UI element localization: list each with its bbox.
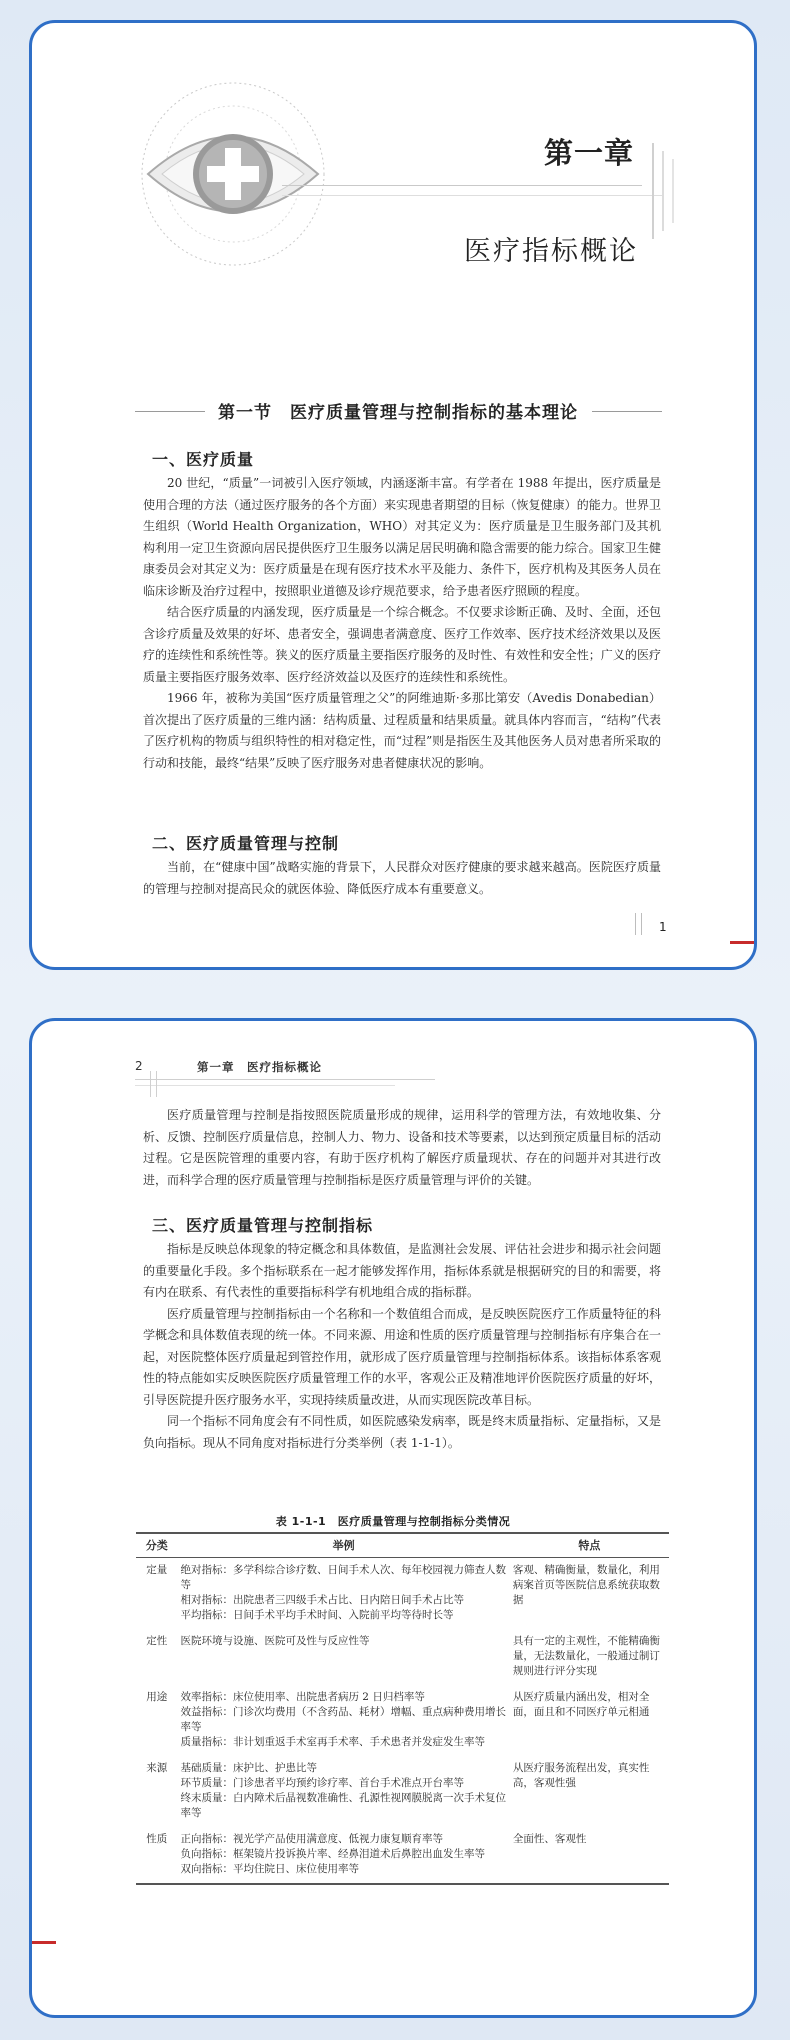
table-caption: 表 1-1-1 医疗质量管理与控制指标分类情况	[275, 1515, 511, 1528]
column-header: 举例	[177, 1533, 509, 1558]
example-line: 绝对指标：多学科综合诊疗数、日间手术人次、每年校园视力筛查人数等	[180, 1564, 506, 1591]
table-row	[136, 1629, 669, 1685]
page-number: 1	[659, 920, 667, 934]
section-title: 第一节 医疗质量管理与控制指标的基本理论	[218, 403, 578, 423]
column-header: 特点	[510, 1533, 669, 1558]
heading-quality-control: 二、医疗质量管理与控制	[152, 834, 340, 853]
section-rule-right	[592, 411, 662, 412]
chapter-title: 医疗指标概论	[464, 236, 638, 267]
table-cell-examples	[177, 1629, 509, 1685]
table-cell-category: 定量	[146, 1564, 168, 1576]
example-line: 相对指标：出院患者三四级手术占比、日内陪日间手术占比等	[180, 1594, 464, 1606]
example-line: 效率指标：床位使用率、出院患者病历 2 日归档率等	[180, 1691, 425, 1703]
eye-cross-icon	[140, 81, 326, 267]
book-page-1	[29, 20, 757, 970]
table-cell-features: 从医疗质量内涵出发，相对全面，面且和不同医疗单元相通	[512, 1691, 650, 1718]
table-cell-category: 性质	[136, 1827, 177, 1884]
table-row	[136, 1685, 669, 1756]
table-cell-features: 全面性、客观性	[510, 1827, 669, 1884]
table-cell-features: 从医疗服务流程出发，真实性高，客观性强	[512, 1762, 650, 1789]
table-row	[136, 1827, 669, 1884]
table-row	[136, 1756, 669, 1827]
body-block-4	[143, 1239, 661, 1454]
example-line: 效益指标：门诊次均费用（不含药品、耗材）增幅、重点病种费用增长率等	[180, 1706, 506, 1733]
paragraph: 20 世纪，“质量”一词被引入医疗领域，内涵逐渐丰富。有学者在 1988 年提出，医疗质量是使用合理的方法（通过医疗服务的各个方面）来实现患者期望的目标（恢复健康）的能力。世界卫生组织（World Health Organization，WHO）对其定义为：医疗质量是卫生服务部门及其机构利用一定卫生资源向居民提供医疗卫生服务以满足居民明确和隐含需要的能力综合。国家卫生健康委员会对其定义为：医疗质量是在现有医疗技术水平及能力、条件下，医疗机构及其医务人员在临床诊断及治疗过程中，按照职业道德及诊疗规范要求，给予患者医疗照顾的程度。	[143, 476, 661, 598]
paragraph: 医疗质量管理与控制指标由一个名称和一个数值组合而成，是反映医院医疗工作质量特征的科学概念和具体数值表现的统一体。不同来源、用途和性质的医疗质量管理与控制指标有序集合在一起，对医院整体医疗质量起到管控作用，就形成了医疗质量管理与控制指标体系。该指标体系客观性的特点能如实反映医院医疗质量管理工作的水平，客观公正及精准地评价医院医疗质量的好坏，引导医院提升医疗服务水平，实现持续质量改进，从而实现医院改革目标。	[143, 1306, 661, 1407]
table-row	[136, 1558, 669, 1630]
paragraph: 同一个指标不同角度会有不同性质，如医院感染发病率，既是终末质量指标、定量指标，又是负向指标。现从不同角度对指标进行分类举例（表 1-1-1）。	[143, 1414, 661, 1450]
paragraph: 医疗质量管理与控制是指按照医院质量形成的规律，运用科学的管理方法，有效地收集、分析、反馈、控制医疗质量信息，控制人力、物力、设备和技术等要素，以达到预定质量目标的活动过程。它是医院管理的重要内容，有助于医疗机构了解医疗质量现状、存在的问题并对其进行改进，而科学合理的医疗质量管理与控制指标是医疗质量管理与评价的关键。	[143, 1108, 661, 1187]
paragraph: 当前，在“健康中国”战略实施的背景下，人民群众对医疗健康的要求越来越高。医院医疗质量的管理与控制对提高民众的就医体验、降低医疗成本有重要意义。	[143, 860, 661, 896]
table-cell-examples	[177, 1685, 509, 1756]
table-cell-features: 具有一定的主观性，不能精确衡量，无法数量化，一般通过制订规则进行评分实现	[512, 1635, 660, 1677]
example-line: 负向指标：框架镜片投诉换片率、经鼻泪道术后鼻腔出血发生率等	[180, 1848, 485, 1860]
table-cell-category: 来源	[146, 1762, 168, 1774]
section-rule-left	[135, 411, 205, 412]
table-cell-features: 客观、精确衡量，数量化，利用病案首页等医院信息系统获取数据	[512, 1564, 660, 1606]
indicator-classification-table	[136, 1532, 669, 1885]
heading-quality-indicators: 三、医疗质量管理与控制指标	[152, 1216, 374, 1235]
example-line: 终末质量：白内障术后晶视数准确性、孔源性视网膜脱离一次手术复位率等	[180, 1792, 506, 1819]
example-line: 质量指标：非计划重返手术室再手术率、手术患者并发症发生率等	[180, 1736, 485, 1748]
heading-medical-quality: 一、医疗质量	[152, 450, 255, 469]
chapter-number: 第一章	[544, 136, 635, 170]
body-block-3	[143, 1105, 661, 1191]
example-line: 双向指标：平均住院日、床位使用率等	[180, 1863, 359, 1875]
table-cell-examples	[177, 1558, 509, 1630]
running-header-title: 第一章 医疗指标概论	[197, 1060, 322, 1074]
book-page-2	[29, 1018, 757, 2018]
page-number: 2	[135, 1059, 143, 1073]
example-line: 基础质量：床护比、护患比等	[180, 1762, 317, 1774]
paragraph: 结合医疗质量的内涵发现，医疗质量是一个综合概念。不仅要求诊断正确、及时、全面，还包含诊疗质量及效果的好坏、患者安全，强调患者满意度、医疗工作效率、医疗技术经济效果以及医疗的连续性和系统性等。狭义的医疗质量主要指医疗服务的及时性、有效性和安全性；广义的医疗质量主要指医疗服务效率、医疗经济效益以及医疗的连续性和系统性。	[143, 605, 661, 684]
example-line: 平均指标：日间手术平均手术时间、入院前平均等待时长等	[180, 1609, 454, 1621]
column-header: 分类	[136, 1533, 177, 1558]
table-header-row	[136, 1533, 669, 1558]
table-cell-category: 定性	[146, 1635, 168, 1647]
paragraph: 指标是反映总体现象的特定概念和具体数值，是监测社会发展、评估社会进步和揭示社会问题的重要量化手段。多个指标联系在一起才能够发挥作用，指标体系就是根据研究的目的和需要，将有内在联系、有代表性的重要指标科学有机地组合成的指标群。	[143, 1242, 661, 1299]
body-block-2	[143, 857, 661, 900]
page-edge-marker	[32, 1941, 56, 1944]
example-line: 环节质量：门诊患者平均预约诊疗率、首台手术准点开台率等	[180, 1777, 464, 1789]
table-cell-examples	[177, 1756, 509, 1827]
example-line: 正向指标：视光学产品使用满意度、低视力康复顺育率等	[180, 1833, 443, 1845]
body-block-1	[143, 473, 661, 774]
table-cell-examples	[177, 1827, 509, 1884]
example-line: 医院环境与设施、医院可及性与反应性等	[180, 1635, 370, 1647]
paragraph: 1966 年，被称为美国“医疗质量管理之父”的阿维迪斯·多那比第安（Avedis Donabedian）首次提出了医疗质量的三维内涵：结构质量、过程质量和结果质量。就具体内容而言，“结构”代表了医疗机构的物质与组织特性的相对稳定性，而“过程”则是指医生及其他医务人员对患者所采取的行动和技能，最终“结果”反映了医疗服务对患者健康状况的影响。	[143, 691, 661, 770]
page-edge-marker	[730, 941, 754, 944]
table-cell-category: 用途	[146, 1691, 168, 1703]
